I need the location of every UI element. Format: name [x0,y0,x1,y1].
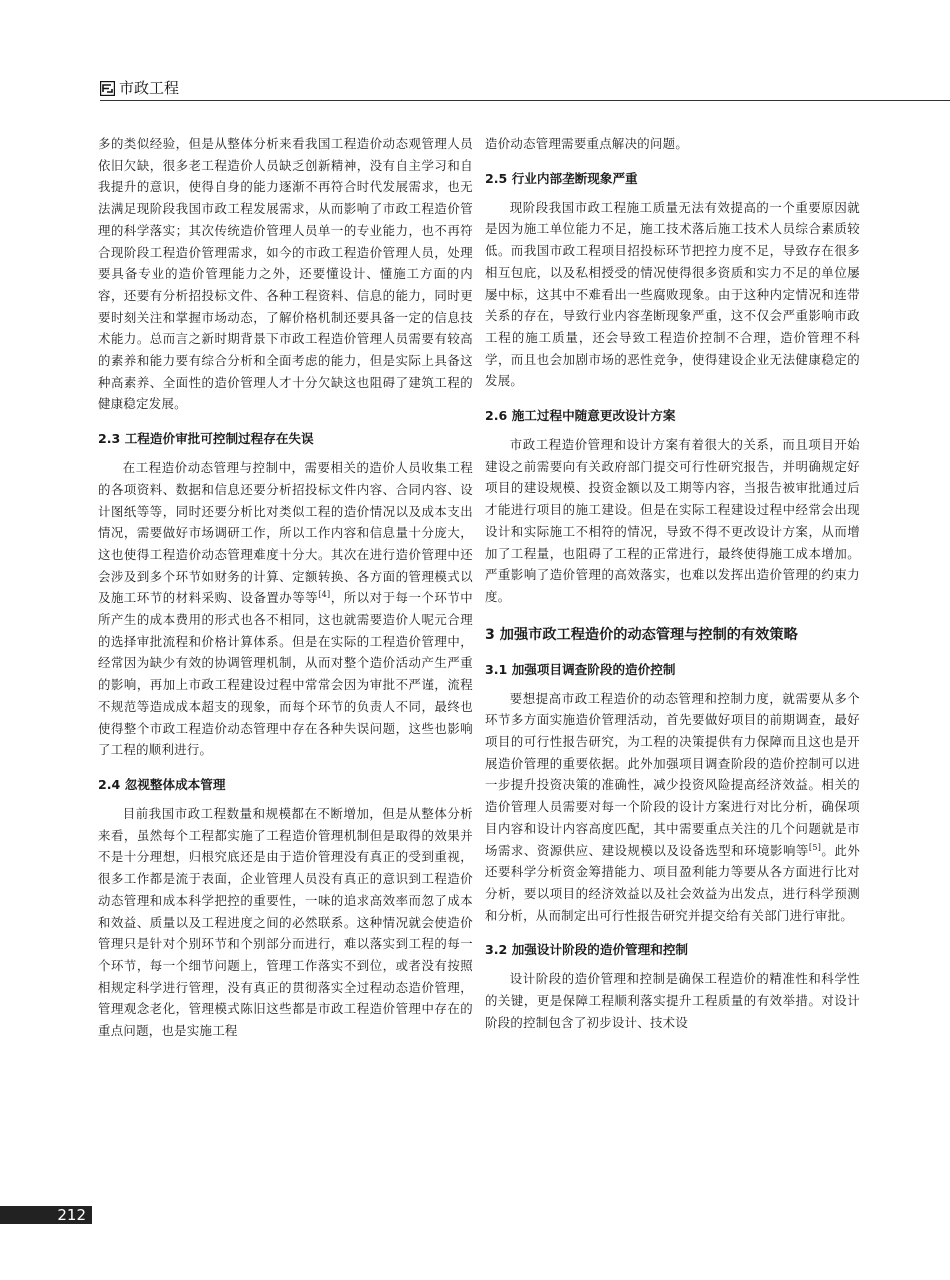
journal-logo-icon [100,81,115,96]
paragraph-3-1 [485,688,860,927]
page-number [0,1206,92,1224]
paragraph-3-2: 设计阶段的造价管理和控制是确保工程造价的精准性和科学性的关键，更是保障工程顺利落实提升工程质量的有效举措。对设计阶段的控制包含了初步设计、技术设 [485,971,860,1030]
paragraph-3-1-part-a: 要想提高市政工程造价的动态管理和控制力度，就需要从多个环节多方面实施造价管理活动，首先要做好项目的前期调查，最好项目的可行性报告研究，为工程的决策提供有力保障而且这也是开展造价管理的重要依据。此外加强项目调查阶段的造价控制可以进一步提升投资决策的准确性，减少投资风险提高经济效益。相关的造价管理人员需要对每一个阶段的设计方案进行对比分析，确保项目内容和设计内容高度匹配，其中需要重点关注的几个问题就是市场需求、资源供应、建设规模以及设备选型和环境影响等 [485,690,860,858]
paragraph-2-5: 现阶段我国市政工程施工质量无法有效提高的一个重要原因就是因为施工单位能力不足，施工技术落后施工技术人员综合素质较低。而我国市政工程项目招投标环节把控力度不足，导致存在很多相互包庇，以及私相授受的情况使得很多资质和实力不足的单位屡屡中标，这其中不难看出一些腐败现象。由于这种内定情况和连带关系的存在，导致行业内容垄断现象严重，这不仅会严重影响市政工程的施工质量，还会导致工程造价控制不合理，造价管理不科学，而且也会加剧市场的恶性竞争，使得建设企业无法健康稳定的发展。 [485,199,860,389]
section-heading-2-6: 2.6 施工过程中随意更改设计方案 [485,408,676,424]
paragraph-2-3-part-a: 在工程造价动态管理与控制中，需要相关的造价人员收集工程的各项资料、数据和信息还要分析招投标文件内容、合同内容、设计图纸等等，同时还要分析比对类似工程的造价情况以及成本支出情况，需要做好市场调研工作，所以工作内容和信息量十分庞大，这也使得工程造价动态管理难度十分大。其次在进行造价管理中还会涉及到多个环节如财务的计算、定额转换、各方面的管理模式以及施工环节的材料采购、设备置办等等 [98,460,473,606]
paragraph-2-3 [98,457,473,761]
section-heading-2-3: 2.3 工程造价审批可控制过程存在失误 [98,431,314,447]
right-column [485,133,860,1034]
journal-name: 市政工程 [119,79,180,97]
citation-5[interactable]: [5] [808,842,822,852]
paragraph-continued-right: 造价动态管理需要重点解决的问题。 [485,136,689,151]
left-column [98,133,473,1042]
page-number-text: 212 [57,1206,86,1224]
paragraph-3-1-part-b: 。此外还要科学分析资金筹措能力、项目盈利能力等要从各方面进行比对分析，要以项目的经济效益以及社会效益为出发点，进行科学预测和分析，从而制定出可行性报告研究并提交给有关部门进行审批。 [485,842,861,923]
section-heading-3-1: 3.1 加强项目调查阶段的造价控制 [485,661,676,677]
paragraph-2-4: 目前我国市政工程数量和规模都在不断增加，但是从整体分析来看，虽然每个工程都实施了工程造价管理机制但是取得的效果并不是十分理想，归根究底还是由于造价管理没有真正的受到重视，很多工作都是流于表面，企业管理人员没有真正的意识到工程造价动态管理和成本科学把控的重要性，一味的追求高效率而忽了成本和效益、质量以及工程进度之间的必然联系。这种情况就会使造价管理只是针对个别环节和个别部分而进行，难以落实到工程的每一个环节，每一个细节问题上，管理工作落实不到位，或者没有按照相规定科学进行管理，没有真正的贯彻落实全过程动态造价管理，管理观念老化，管理模式陈旧这些都是市政工程造价管理中存在的重点问题，也是实施工程 [98,805,473,1039]
section-heading-3: 3 加强市政工程造价的动态管理与控制的有效策略 [485,626,798,643]
section-heading-3-2: 3.2 加强设计阶段的造价管理和控制 [485,942,689,958]
section-heading-2-4: 2.4 忽视整体成本管理 [98,776,226,792]
page-header [100,78,950,102]
section-heading-2-5: 2.5 行业内部垄断现象严重 [485,170,638,186]
citation-4[interactable]: [4] [318,590,331,600]
paragraph-2-6: 市政工程造价管理和设计方案有着很大的关系，而且项目开始建设之前需要向有关政府部门提交可行性研究报告，并明确规定好项目的建设规模、投资金额以及工期等内容，当报告被审批通过后才能进行项目的施工建设。但是在实际工程建设过程中经常会出现设计和实际施工不相符的情况，导致不得不更改设计方案，从而增加了工程量，也阻碍了工程的正常进行，最终使得施工成本增加。严重影响了造价管理的高效落实，也难以发挥出造价管理的约束力度。 [485,437,860,604]
paragraph-continued: 多的类似经验，但是从整体分析来看我国工程造价动态观管理人员依旧欠缺，很多老工程造价人员缺乏创新精神，没有自主学习和自我提升的意识，使得自身的能力逐渐不再符合时代发展需求，也无法满足现阶段我国市政工程发展需求，从而影响了市政工程造价管理的科学落实；其次传统造价管理人员单一的专业能力，也不再符合现阶段工程造价管理需求，如今的市政工程造价管理人员，处理要具备专业的造价管理能力之外，还要懂设计、懂施工方面的内容，还要有分析招投标文件、各种工程资料、信息的能力，同时更要时刻关注和掌握市场动态，了解价格机制还要具备一定的信息技术能力。总而言之新时期背景下市政工程造价管理人员需要有较高的素养和能力要有综合分析和全面考虑的能力，但是实际上具备这种高素养、全面性的造价管理人才十分欠缺这也阻碍了建筑工程的健康稳定发展。 [98,136,473,412]
header-rule [100,100,950,101]
paragraph-2-3-part-b: ，所以对于每一个环节中所产生的成本费用的形式也各不相同，这也就需要造价人呢元合理的选择审批流程和价格计算体系。但是在实际的工程造价管理中，经常因为缺少有效的协调管理机制，从而对整个造价活动产生严重的影响，再加上市政工程建设过程中常常会因为审批不严谨，流程不规范等造成成本超支的现象，而每个环节的负责人不同，最终也使得整个市政工程造价动态管理中存在各种失误问题，这些也影响了工程的顺利进行。 [98,590,473,758]
